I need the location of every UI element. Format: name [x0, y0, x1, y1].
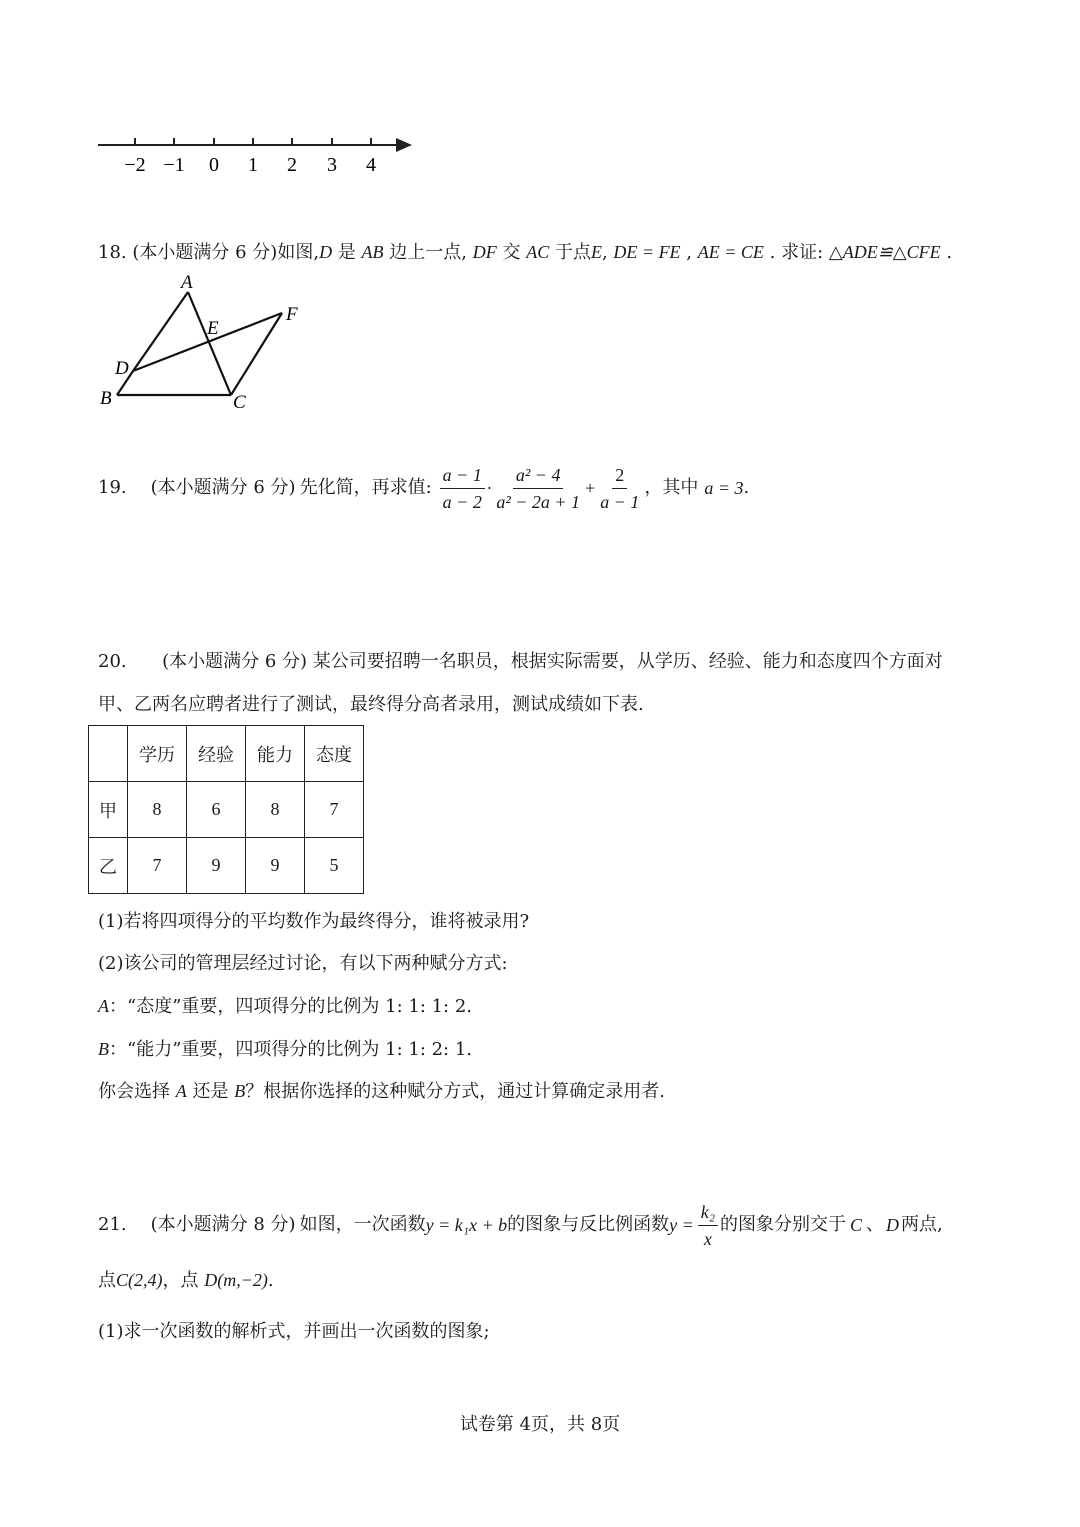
q19-tail: ，其中 [644, 477, 699, 498]
tick-label: −2 [124, 154, 146, 176]
numerator: 2 [612, 464, 627, 489]
q21-number: 21. [98, 1214, 127, 1235]
row-name: 乙 [89, 838, 128, 894]
q18-statement [98, 240, 952, 265]
q18-text: 于点 [554, 242, 591, 263]
q19-fraction-1 [440, 464, 485, 513]
tick-label: 3 [327, 154, 337, 176]
row-name: 甲 [89, 782, 128, 838]
q20-sub1: (1)若将四项得分的平均数作为最终得分，谁将被录用? [98, 911, 530, 932]
q21-inverse-fraction [698, 1201, 718, 1250]
q18-text: 如图, [277, 242, 320, 263]
q21-text: 、 [866, 1214, 885, 1235]
label-E: E [207, 318, 219, 339]
q18-text: , [686, 242, 693, 263]
q21-y-eq: y = [669, 1215, 694, 1235]
label-F: F [286, 304, 298, 325]
label-D: D [115, 358, 129, 379]
table-cell: 9 [246, 838, 305, 894]
table-cell: 9 [187, 838, 246, 894]
q18-figure [95, 270, 315, 415]
table-corner [89, 726, 128, 782]
q18-number: 18. [98, 242, 127, 263]
label-B: B [100, 388, 112, 409]
q20-option-b [98, 1037, 472, 1062]
table-header-row [89, 726, 364, 782]
q21-line-1 [98, 1200, 943, 1250]
tick-label: 2 [287, 154, 297, 176]
denominator: x [703, 1228, 712, 1249]
q21-var: C [850, 1215, 863, 1235]
option-label: B [98, 1039, 109, 1059]
table-header: 能力 [246, 726, 305, 782]
q18-var: AC [526, 242, 550, 262]
q18-text: . 求证: [769, 242, 824, 263]
q19-text: 先化简，再求值: [299, 477, 432, 498]
table-cell: 7 [305, 782, 364, 838]
table-cell: 6 [187, 782, 246, 838]
q20-number: 20. [98, 651, 127, 672]
q18-var: AB [361, 242, 384, 262]
q19-end: . [743, 477, 750, 498]
q21-text: 点 [98, 1270, 116, 1291]
q18-text: 是 [337, 242, 356, 263]
choose-var: B [234, 1081, 246, 1101]
q20-option-a [98, 994, 472, 1019]
denominator: a − 1 [600, 491, 640, 512]
q21-sub1: (1)求一次函数的解析式，并画出一次函数的图象; [98, 1321, 490, 1342]
table-cell: 8 [128, 782, 187, 838]
table-header: 经验 [187, 726, 246, 782]
table-row [89, 782, 364, 838]
numerator: k₂ [698, 1201, 718, 1226]
q18-eq: AE = CE [697, 242, 764, 262]
tick-label: 1 [248, 154, 258, 176]
q19-statement [98, 460, 749, 516]
q18-eq: DE = FE [613, 242, 681, 262]
table-header: 态度 [305, 726, 364, 782]
tick-label: 4 [366, 154, 376, 176]
q19-fraction-3 [597, 464, 642, 513]
table-cell: 7 [128, 838, 187, 894]
q21-text: 的图象与反比例函数 [507, 1214, 670, 1235]
q21-line-2 [98, 1268, 274, 1293]
q20-text: 某公司要招聘一名职员，根据实际需要，从学历、经验、能力和态度四个方面对 [312, 651, 943, 672]
page-footer: 试卷第 4页，共 8页 [459, 1414, 621, 1435]
q19-score: (本小题满分 6 分) [150, 477, 296, 498]
q19-condition: a = 3 [704, 478, 744, 498]
label-A: A [181, 272, 193, 293]
q18-text: . [946, 242, 953, 263]
table-cell: 8 [246, 782, 305, 838]
choose-text: 还是 [192, 1081, 229, 1102]
choose-text: ？根据你选择的这种赋分方式，通过计算确定录用者. [245, 1081, 665, 1102]
number-line [90, 125, 420, 180]
q21-text: 如图，一次函数 [299, 1214, 426, 1235]
option-label: A [98, 996, 109, 1016]
q21-point-c: C(2,4) [116, 1270, 163, 1290]
q18-text: 交 [502, 242, 521, 263]
tick-label: 0 [209, 154, 219, 176]
table-cell: 5 [305, 838, 364, 894]
denominator: a² − 2a + 1 [496, 491, 581, 512]
table-header: 学历 [128, 726, 187, 782]
q21-text: ，点 [162, 1270, 199, 1291]
table-row [89, 838, 364, 894]
numerator: a² − 4 [513, 464, 564, 489]
q18-var: E [590, 242, 602, 262]
q18-text: 边上一点, [389, 242, 467, 263]
q20-line-2: 甲、乙两名应聘者进行了测试，最终得分高者录用，测试成绩如下表. [98, 694, 644, 715]
q18-text: , [601, 242, 608, 263]
option-text: ：“态度”重要，四项得分的比例为 1: 1: 1: 2. [109, 996, 473, 1017]
option-text: ：“能力”重要，四项得分的比例为 1: 1: 2: 1. [109, 1039, 473, 1060]
q21-text: 两点, [901, 1214, 943, 1235]
q20-choose [98, 1079, 665, 1104]
q21-point-d: D(m,−2) [204, 1270, 268, 1290]
q20-line-1 [98, 650, 943, 674]
label-C: C [233, 392, 246, 413]
q19-plus: + [585, 478, 596, 498]
q21-score: (本小题满分 8 分) [150, 1214, 296, 1235]
q19-fraction-2 [493, 464, 583, 513]
choose-var: A [175, 1081, 187, 1101]
numerator: a − 1 [440, 464, 485, 489]
q20-score: (本小题满分 6 分) [162, 651, 308, 672]
q18-var: D [319, 242, 333, 262]
q18-score: (本小题满分 6 分) [132, 242, 278, 263]
q19-dot: · [486, 478, 492, 498]
q21-text: 的图象分别交于 [720, 1214, 847, 1235]
q18-proof: △ADE≌△CFE [828, 242, 941, 262]
q21-var: D [886, 1215, 900, 1235]
q20-sub2: (2)该公司的管理层经过讨论，有以下两种赋分方式: [98, 953, 508, 974]
score-table [88, 725, 364, 894]
denominator: a − 2 [442, 491, 482, 512]
q21-text: . [267, 1270, 274, 1291]
tick-label: −1 [163, 154, 185, 176]
q18-var: DF [472, 242, 497, 262]
q19-number: 19. [98, 477, 127, 498]
q21-linear-function: y = k₁x + b [425, 1215, 508, 1235]
choose-text: 你会选择 [98, 1081, 170, 1102]
